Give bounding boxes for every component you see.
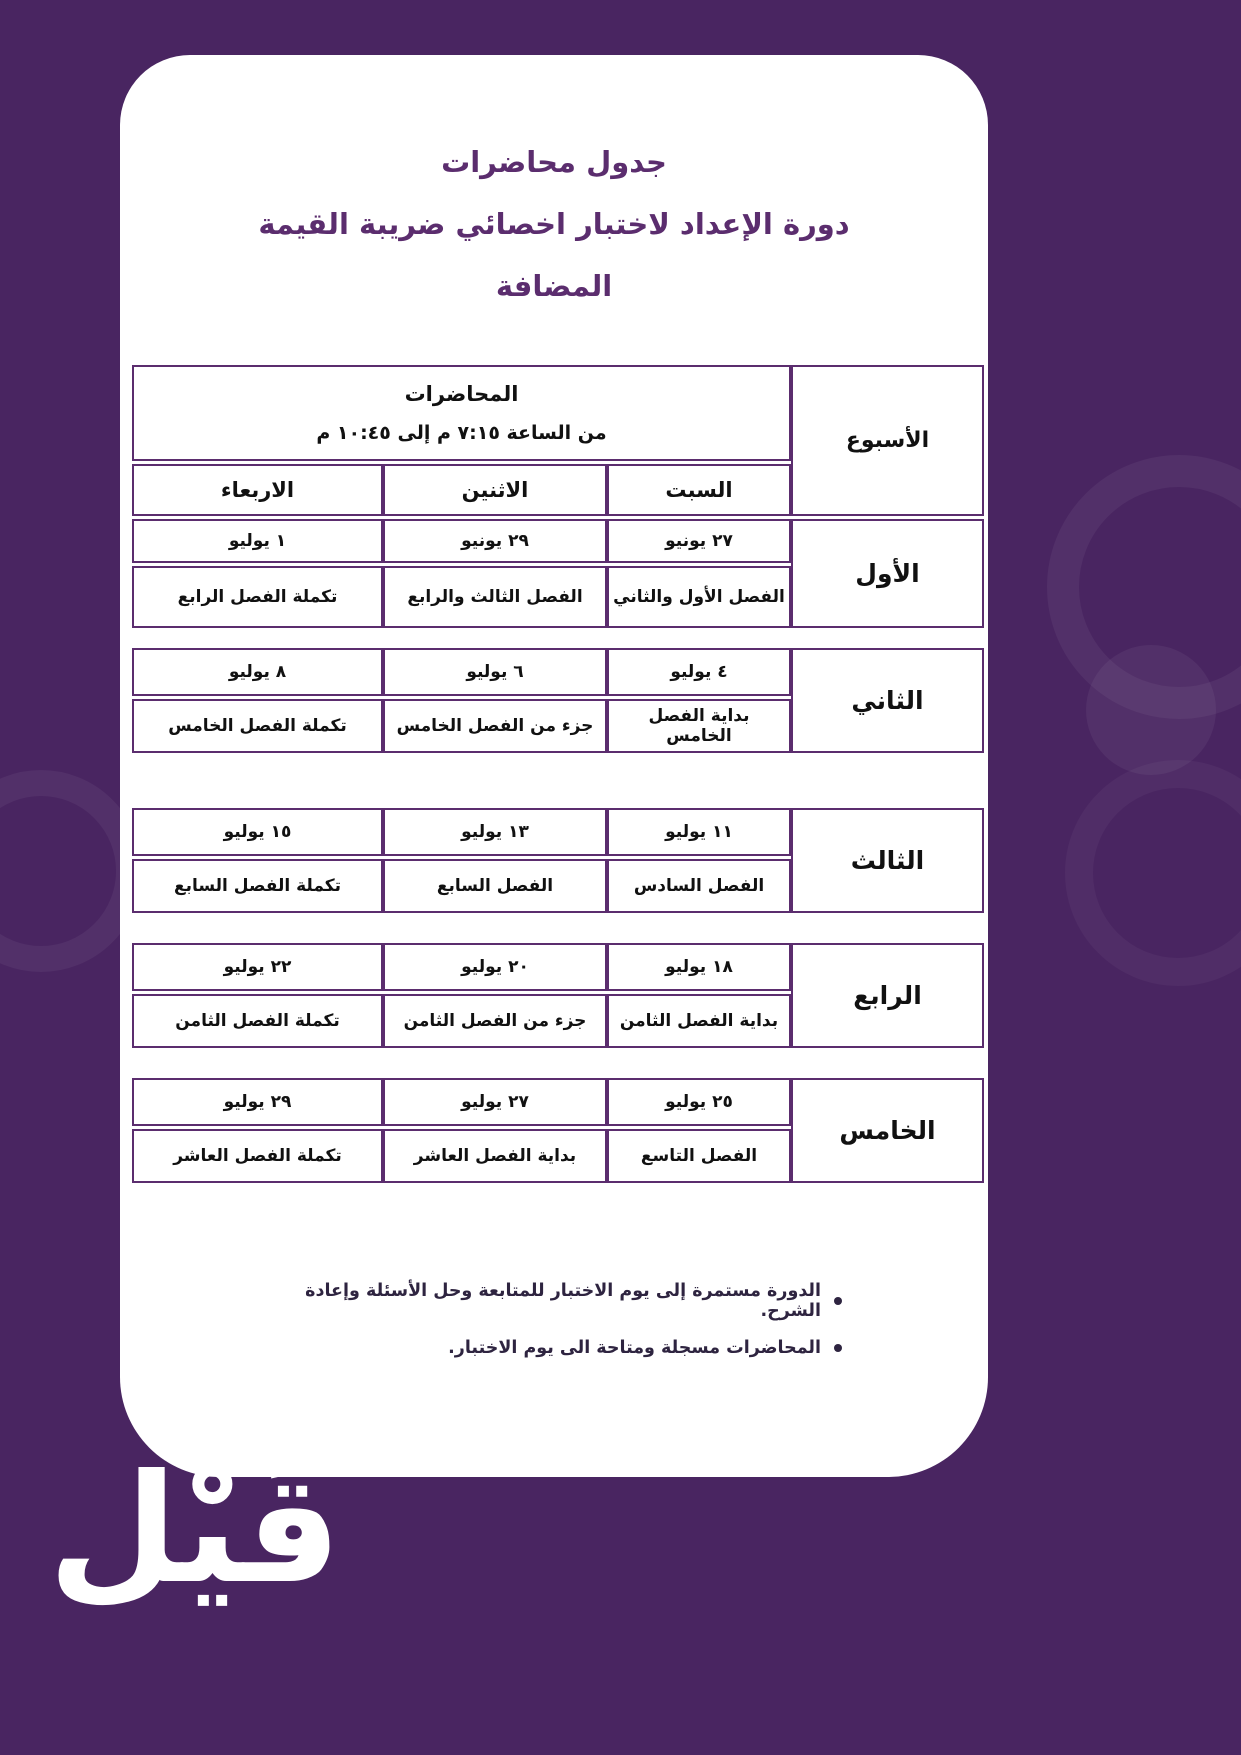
date-cell: ٢٧ يوليو [383,1078,607,1126]
week-table [132,645,984,756]
week-label: الأول [791,519,984,628]
date-cell: ٢٢ يوليو [132,943,383,991]
date-cell: ١ يوليو [132,519,383,563]
day-header-monday: الاثنين [383,464,607,516]
topic-cell: تكملة الفصل الخامس [132,699,383,753]
background-watermark-ring [1047,455,1241,719]
topic-cell: بداية الفصل العاشر [383,1129,607,1183]
week-label: الخامس [791,1078,984,1183]
page-title [120,131,988,317]
date-cell: ٦ يوليو [383,648,607,696]
topic-cell: الفصل الثالث والرابع [383,566,607,628]
topic-cell: الفصل الأول والثاني [607,566,791,628]
week-column-header: الأسبوع [791,365,984,516]
date-cell: ٢٥ يوليو [607,1078,791,1126]
date-cell: ٢٩ يوليو [132,1078,383,1126]
note-item [282,1281,842,1321]
schedule-header-table [132,362,984,631]
date-cell: ٢٩ يونيو [383,519,607,563]
topic-cell: تكملة الفصل الرابع [132,566,383,628]
week-table [132,1075,984,1186]
week-label: الرابع [791,943,984,1048]
week-table [132,805,984,916]
background-watermark-ring [1065,760,1241,986]
bullet-icon [834,1344,842,1352]
week-table [132,940,984,1051]
page-title-line-3: المضافة [495,269,613,303]
date-cell: ٢٠ يوليو [383,943,607,991]
date-cell: ٤ يوليو [607,648,791,696]
topic-cell: جزء من الفصل الخامس [383,699,607,753]
topic-cell: تكملة الفصل الثامن [132,994,383,1048]
week-label: الثاني [791,648,984,753]
time-range: من الساعة ٧:١٥ م إلى ١٠:٤٥ م [316,422,607,444]
page-title-line-1: جدول محاضرات [441,145,667,179]
note-text: الدورة مستمرة إلى يوم الاختبار للمتابعة وحل الأسئلة وإعادة الشرح. [305,1281,821,1321]
topic-cell: بداية الفصل الثامن [607,994,791,1048]
topic-cell: جزء من الفصل الثامن [383,994,607,1048]
date-cell: ٢٧ يونيو [607,519,791,563]
week-label: الثالث [791,808,984,913]
date-cell: ١١ يوليو [607,808,791,856]
lectures-header-cell [132,365,791,461]
background-watermark-circle [1086,645,1216,775]
day-header-saturday: السبت [607,464,791,516]
topic-cell: تكملة الفصل العاشر [132,1129,383,1183]
date-cell: ١٨ يوليو [607,943,791,991]
topic-cell: الفصل السابع [383,859,607,913]
topic-cell: بداية الفصل الخامس [607,699,791,753]
page-title-line-2: دورة الإعداد لاختبار اخصائي ضريبة القيمة [258,207,850,241]
bullet-icon [834,1297,842,1305]
date-cell: ٨ يوليو [132,648,383,696]
date-cell: ١٥ يوليو [132,808,383,856]
schedule-card [120,55,988,1477]
topic-cell: تكملة الفصل السابع [132,859,383,913]
lectures-label: المحاضرات [404,382,519,406]
topic-cell: الفصل التاسع [607,1129,791,1183]
date-cell: ١٣ يوليو [383,808,607,856]
day-header-wednesday: الاربعاء [132,464,383,516]
topic-cell: الفصل السادس [607,859,791,913]
brand-logo: قَيْل [48,1443,342,1617]
notes-list [282,1281,842,1375]
note-text: المحاضرات مسجلة ومتاحة الى يوم الاختبار. [448,1338,821,1358]
note-item [282,1338,842,1358]
